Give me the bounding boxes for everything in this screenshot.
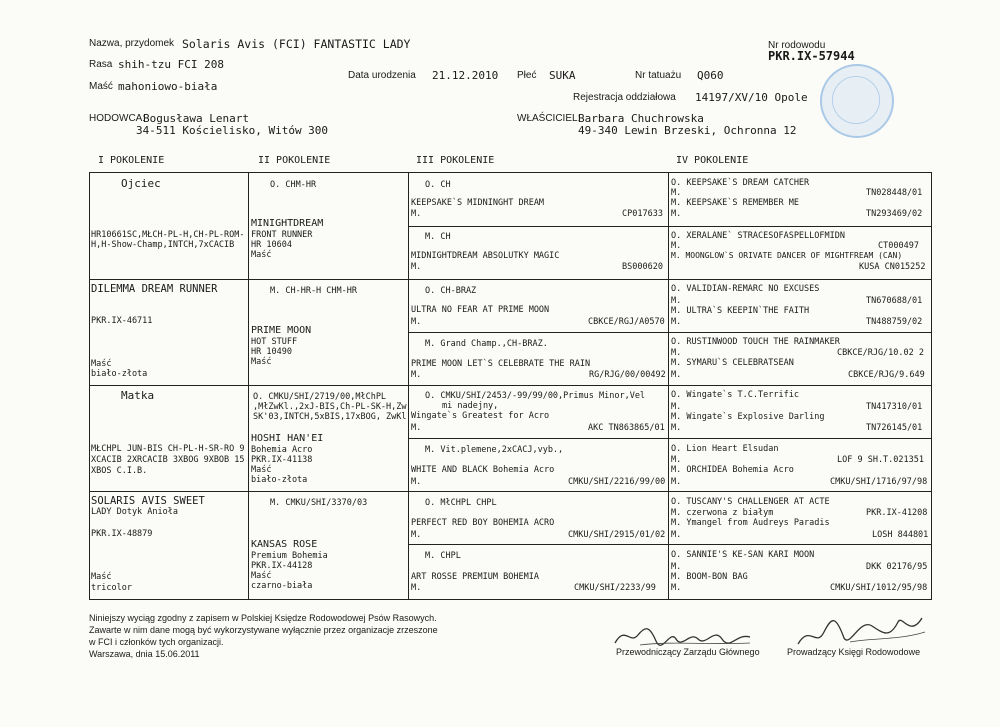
gen3-7-name: PERFECT RED BOY BOHEMIA ACRO [411, 518, 555, 528]
coat-label: Maść [89, 81, 113, 92]
gen4-8-mother: M. BOOM-BON BAG [671, 572, 748, 582]
gen3-2-reg: BS000620 [622, 262, 663, 272]
gen4-6-father-reg: LOF 9 SH.T.021351 [837, 455, 924, 465]
gen4-5-father: O. Wingate`s T.C.Terrific [671, 390, 799, 400]
gen4-7-mother-reg: LOSH 844801 [872, 530, 929, 540]
gen4-6-father: O. Lion Heart Elsudan [671, 444, 779, 454]
gen3-4-reg: RG/RJG/00/00492 [589, 370, 666, 380]
coat-value: mahoniowo-biała [118, 80, 218, 93]
breeder-address: 34-511 Kościelisko, Witów 300 [136, 124, 329, 137]
gen2-4-name: KANSAS ROSE [251, 539, 318, 550]
footer-note-1: Niniejszy wyciąg zgodny z zapisem w Polskiej Księdze Rodowodowej Psów Rasowych. [89, 613, 437, 623]
gen4-6-mother-reg: CMKU/SHI/1716/97/98 [830, 477, 928, 487]
pedigree-certificate: Nazwa, przydomek Solaris Avis (FCI) FANTASTIC LADY Rasa shih-tzu FCI 208 Maść mahoniowo-biała Data urodzenia 21.12.2010 Płeć SUKA Nr tatuażu Q060 Nr rodowodu PKR.IX-57944 Rejestracja oddziałowa 14197/XV/10 Opole HODOWCA: Bogusława Lenart 34-511 Kościelisko, Witów 300 WŁAŚCICIEL: Barbara Chuchrowska 49-340 Lewin Brzeski, Ochronna 12 I POKOLENIE II POKOLENIE III POKOLENIE IV POKOLENIE Ojciec HR10661SC,MŁCH-PL-H,CH-PL-ROM- H,H-Show-Champ,INTCH,7xCACIB DILEMMA DREAM RUNNER PKR.IX-46711 Maść biało-złota Matka MŁCHPL JUN-BIS CH-PL-H-SR-RO 9 XCACIB 2XRCACIB 3XBOG 9XBOB 15 XBOS C.I.B. SOLARIS AVIS SWEET LADY Dotyk Anioła PKR.IX-48879 Maść tricolor O. CHM-HR MINIGHTDREAM FRONT RUNNER HR 10604 Maść M. CH-HR-H CHM-HR PRIME MOON HOT STUFF HR 10490 Maść O. CMKU/SHI/2719/00,MłChPL ,MłZwKl.,2xJ-BIS,Ch-PL-SK-H,Zw SK'03,INTCH,5xBIS,17xBOG, ZwKl HOSHI HAN'EI Bohemia Acro PKR.IX-41138 Maść biało-złota M. CMKU/SHI/3370/03 KANSAS ROSE Premium Bohemia PKR.IX-44128 Maść czarno-biała O. CH KEEPSAKE`S MIDNINGHT DREAM M. CP017633 M. CH MIDNIGHTDREAM ABSOLUTKY MAGIC M. BS000620 O. CH-BRAZ ULTRA NO FEAR AT PRIME MOON M. CBKCE/RGJ/A0570 M. Grand Champ.,CH-BRAZ. PRIME MOON LET`S CELEBRATE THE RAIN M. RG/RJG/00/00492 O. CMKU/SHI/2453/-99/99/00,Primus Minor,Vel mi nadejny, Wingate`s Greatest for Acro M. AKC TN863865/01 M. Vit.plemene,2xCACJ,vyb., WHITE AND BLACK Bohemia Acro M. CMKU/SHI/2216/99/00 O. MłCHPL CHPL PERFECT RED BOY BOHEMIA ACRO M. CMKU/SHI/2915/01/02 M. CHPL ART ROSSE PREMIUM BOHEMIA M. CMKU/SHI/2233/99 O. KEEPSAKE`S DREAM CATCHER M. TN028448/01 M. KEEPSAKE`S REMEMBER ME M. TN293469/02 O. XERALANE` STRACESOFASPELLOFMIDN M. CT000497 M. MOONGLOW`S ORIVATE DANCER OF MIGHTFREAM (CAN) KUSA CN015252 O. VALIDIAN-REMARC NO EXCUSES M. TN670688/01 M. ULTRA`S KEEPIN`THE FAITH M. TN488759/02 O. RUSTINWOOD TOUCH THE RAINMAKER M. CBKCE/RJG/10.02 2 M. SYMARU`S CELEBRATSEAN M. CBKCE/RJG/9.649 O. Wingate`s T.C.Terrific M. TN417310/01 M. Wingate`s Explosive Darling M. TN726145/01 O. Lion Heart Elsudan M. LOF 9 SH.T.021351 M. ORCHIDEA Bohemia Acro M. CMKU/SHI/1716/97/98 O. TUSCANY'S CHALLENGER AT ACTE M. czerwona z białym PKR.IX-41208 M. Ymangel from Audreys Paradis M. LOSH 844801 O. SANNIE'S KE-SAN KARI MOON M. DKK 02176/95 M. BOOM-BON BAG M. CMKU/SHI/1012/95/98 Niniejszy wyciąg zgodny z zapisem w Polskiej Księdze Rodowodowej Psów Rasowych. Zawarte w nim dane mogą być wykorzystywane wyłącznie przez organizacje zrzeszone w FCI i członków tych organizacji. Warszawa, dnia 15.06.2011 Przewodniczący Zarządu Głównego Prowadzący Księgi Rodowodowe [0, 0, 1000, 727]
gen3-2-name: MIDNIGHTDREAM ABSOLUTKY MAGIC [411, 251, 560, 261]
mother-name: SOLARIS AVIS SWEET [91, 495, 205, 507]
gen3-5-reg: AKC TN863865/01 [588, 423, 665, 433]
gen4-3-mother-reg: TN488759/02 [866, 317, 923, 327]
father-name: DILEMMA DREAM RUNNER [91, 283, 218, 295]
gen2-1-title: O. CHM-HR [270, 180, 317, 190]
gen4-1-father: O. KEEPSAKE`S DREAM CATCHER [671, 178, 810, 188]
reg-no-value: PKR.IX-57944 [768, 49, 855, 63]
owner-address: 49-340 Lewin Brzeski, Ochronna 12 [578, 124, 797, 137]
gen2-4-line-3: Maść [251, 571, 272, 581]
gen4-7-father-reg: PKR.IX-41208 [866, 508, 928, 518]
gen2-3-name: HOSHI HAN'EI [251, 433, 324, 444]
gen3-4-name: PRIME MOON LET`S CELEBRATE THE RAIN [411, 359, 591, 369]
father-heading: Ojciec [121, 177, 161, 190]
gen4-7-father-2: M. czerwona z białym [671, 508, 774, 518]
gen2-4-line-1: Premium Bohemia [251, 551, 328, 561]
name-label: Nazwa, przydomek [89, 38, 175, 49]
gen4-5-father-reg: TN417310/01 [866, 402, 923, 412]
gen3-6-reg: CMKU/SHI/2216/99/00 [568, 477, 666, 487]
gen3-5-sex: M. [411, 423, 422, 433]
mother-reg: PKR.IX-48879 [91, 529, 153, 539]
gen4-6-mother: M. ORCHIDEA Bohemia Acro [671, 465, 794, 475]
father-titles-2: H,H-Show-Champ,INTCH,7xCACIB [91, 240, 235, 250]
mother-heading: Matka [121, 389, 155, 402]
gen3-1-name: KEEPSAKE`S MIDNINGHT DREAM [411, 198, 545, 208]
gen4-1-mother: M. KEEPSAKE`S REMEMBER ME [671, 198, 799, 208]
gen3-1-title: O. CH [425, 180, 451, 190]
footer-note-3: w FCI i członków tych organizacji. [89, 637, 224, 647]
gen3-2-title: M. CH [425, 232, 451, 242]
branch-reg-value: 14197/XV/10 Opole [695, 91, 808, 104]
gen2-3-title-2: ,MłZwKl.,2xJ-BIS,Ch-PL-SK-H,Zw [253, 402, 407, 412]
gen3-8-name: ART ROSSE PREMIUM BOHEMIA [411, 572, 539, 582]
gen2-3-title-1: O. CMKU/SHI/2719/00,MłChPL [253, 392, 387, 402]
gen2-4-line-2: PKR.IX-44128 [251, 561, 313, 571]
gen4-2-mother: M. MOONGLOW`S ORIVATE DANCER OF MIGHTFREAM (CAN) [671, 251, 903, 260]
gen2-2-line-3: Maść [251, 357, 272, 367]
sex-label: Płeć [517, 70, 537, 81]
name-value: Solaris Avis (FCI) FANTASTIC LADY [182, 37, 411, 51]
gen4-4-father: O. RUSTINWOOD TOUCH THE RAINMAKER [671, 337, 840, 347]
stamp-seal [820, 64, 894, 138]
signature-label-registrar: Prowadzący Księgi Rodowodowe [787, 647, 921, 657]
gen3-3-name: ULTRA NO FEAR AT PRIME MOON [411, 305, 550, 315]
gen-2-header: II POKOLENIE [258, 155, 331, 166]
tattoo-value: Q060 [697, 69, 724, 82]
gen4-3-father-reg: TN670688/01 [866, 296, 923, 306]
gen2-1-name: MINIGHTDREAM [251, 218, 324, 229]
gen3-2-sex: M. [411, 262, 422, 272]
footer-note-2: Zawarte w nim dane mogą być wykorzystywane wyłącznie przez organizacje zrzeszone [89, 625, 438, 635]
gen2-3-line-2: PKR.IX-41138 [251, 455, 313, 465]
gen3-1-sex: M. [411, 209, 422, 219]
gen3-4-title: M. Grand Champ.,CH-BRAZ. [425, 339, 548, 349]
gen3-6-title: M. Vit.plemene,2xCACJ,vyb., [425, 445, 564, 455]
signature-label-chairman: Przewodniczący Zarządu Głównego [616, 647, 760, 657]
branch-reg-label: Rejestracja oddziałowa [573, 92, 676, 103]
mother-name-2: LADY Dotyk Anioła [91, 507, 178, 517]
father-titles-1: HR10661SC,MŁCH-PL-H,CH-PL-ROM- [91, 230, 245, 240]
owner-label: WŁAŚCICIEL: [517, 113, 581, 124]
owner-name: Barbara Chuchrowska [578, 112, 704, 125]
gen2-1-line-2: HR 10604 [251, 240, 292, 250]
gen4-5-mother-reg: TN726145/01 [866, 423, 923, 433]
gen-4-header: IV POKOLENIE [676, 155, 749, 166]
gen3-4-sex: M. [411, 370, 422, 380]
gen3-7-reg: CMKU/SHI/2915/01/02 [568, 530, 666, 540]
gen3-8-sex: M. [411, 583, 422, 593]
gen3-3-title: O. CH-BRAZ [425, 286, 477, 296]
gen3-5-title: O. CMKU/SHI/2453/-99/99/00,Primus Minor,Vel [425, 391, 646, 401]
gen2-4-title: M. CMKU/SHI/3370/03 [270, 498, 368, 508]
gen3-1-reg: CP017633 [622, 209, 663, 219]
gen4-1-father-reg: TN028448/01 [866, 188, 923, 198]
tattoo-label: Nr tatuażu [635, 70, 682, 81]
dob-label: Data urodzenia [348, 70, 416, 81]
gen2-4-line-4: czarno-biała [251, 581, 313, 591]
gen3-7-title: O. MłCHPL CHPL [425, 498, 497, 508]
sex-value: SUKA [549, 69, 576, 82]
gen4-4-father-reg: CBKCE/RJG/10.02 2 [837, 348, 924, 358]
mother-titles-1: MŁCHPL JUN-BIS CH-PL-H-SR-RO 9 [91, 444, 245, 454]
gen4-1-mother-reg: TN293469/02 [866, 209, 923, 219]
father-reg: PKR.IX-46711 [91, 316, 153, 326]
gen2-2-line-2: HR 10490 [251, 347, 292, 357]
gen3-6-name: WHITE AND BLACK Bohemia Acro [411, 465, 555, 475]
dob-value: 21.12.2010 [432, 69, 499, 82]
gen3-8-title: M. CHPL [425, 551, 461, 561]
gen2-3-line-1: Bohemia Acro [251, 445, 313, 455]
gen3-6-sex: M. [411, 477, 422, 487]
mother-titles-3: XBOS C.I.B. [91, 466, 148, 476]
breed-value: shih-tzu FCI 208 [118, 58, 224, 71]
gen2-1-line-1: FRONT RUNNER [251, 230, 313, 240]
father-coat-label: Maść [91, 359, 112, 369]
gen-1-header: I POKOLENIE [98, 155, 165, 166]
gen2-3-line-3: Maść [251, 465, 272, 475]
mother-coat-label: Maść [91, 572, 112, 582]
gen2-1-line-3: Maść [251, 250, 272, 260]
gen4-8-mother-reg: CMKU/SHI/1012/95/98 [830, 583, 928, 593]
gen4-7-father: O. TUSCANY'S CHALLENGER AT ACTE [671, 497, 830, 507]
gen4-3-mother: M. ULTRA`S KEEPIN`THE FAITH [671, 306, 810, 316]
breeder-name: Bogusława Lenart [143, 112, 249, 125]
gen2-2-line-1: HOT STUFF [251, 337, 298, 347]
gen2-3-title-3: SK'03,INTCH,5xBIS,17xBOG, ZwKl [253, 412, 407, 422]
gen2-2-title: M. CH-HR-H CHM-HR [270, 286, 357, 296]
gen4-4-mother: M. SYMARU`S CELEBRATSEAN [671, 358, 794, 368]
gen3-7-sex: M. [411, 530, 422, 540]
gen4-7-mother: M. Ymangel from Audreys Paradis [671, 518, 830, 528]
breed-label: Rasa [89, 59, 113, 70]
gen2-2-name: PRIME MOON [251, 325, 312, 336]
gen4-4-mother-reg: CBKCE/RJG/9.649 [848, 370, 925, 380]
gen4-5-mother: M. Wingate`s Explosive Darling [671, 412, 825, 422]
father-coat: biało-złota [91, 369, 148, 379]
gen4-2-father: O. XERALANE` STRACESOFASPELLOFMIDN [671, 231, 845, 241]
mother-titles-2: XCACIB 2XRCACIB 3XBOG 9XBOB 15 [91, 455, 245, 465]
gen4-3-father: O. VALIDIAN-REMARC NO EXCUSES [671, 284, 820, 294]
gen3-8-reg: CMKU/SHI/2233/99 [574, 583, 656, 593]
mother-coat: tricolor [91, 583, 132, 593]
reg-no-label: Nr rodowodu [768, 40, 826, 51]
gen4-8-father: O. SANNIE'S KE-SAN KARI MOON [671, 550, 815, 560]
gen-3-header: III POKOLENIE [416, 155, 495, 166]
gen4-2-mother-reg: KUSA CN015252 [859, 262, 926, 272]
gen3-3-reg: CBKCE/RGJ/A0570 [588, 317, 665, 327]
gen2-3-line-4: biało-złota [251, 475, 308, 485]
footer-place-date: Warszawa, dnia 15.06.2011 [89, 649, 200, 659]
gen4-2-father-reg: CT000497 [878, 241, 919, 251]
gen3-3-sex: M. [411, 317, 422, 327]
gen4-8-father-reg: DKK 02176/95 [866, 562, 928, 572]
breeder-label: HODOWCA: [89, 113, 146, 124]
gen3-5-name: Wingate`s Greatest for Acro [411, 411, 550, 421]
gen3-5-title-2: mi nadejny, [442, 401, 499, 411]
